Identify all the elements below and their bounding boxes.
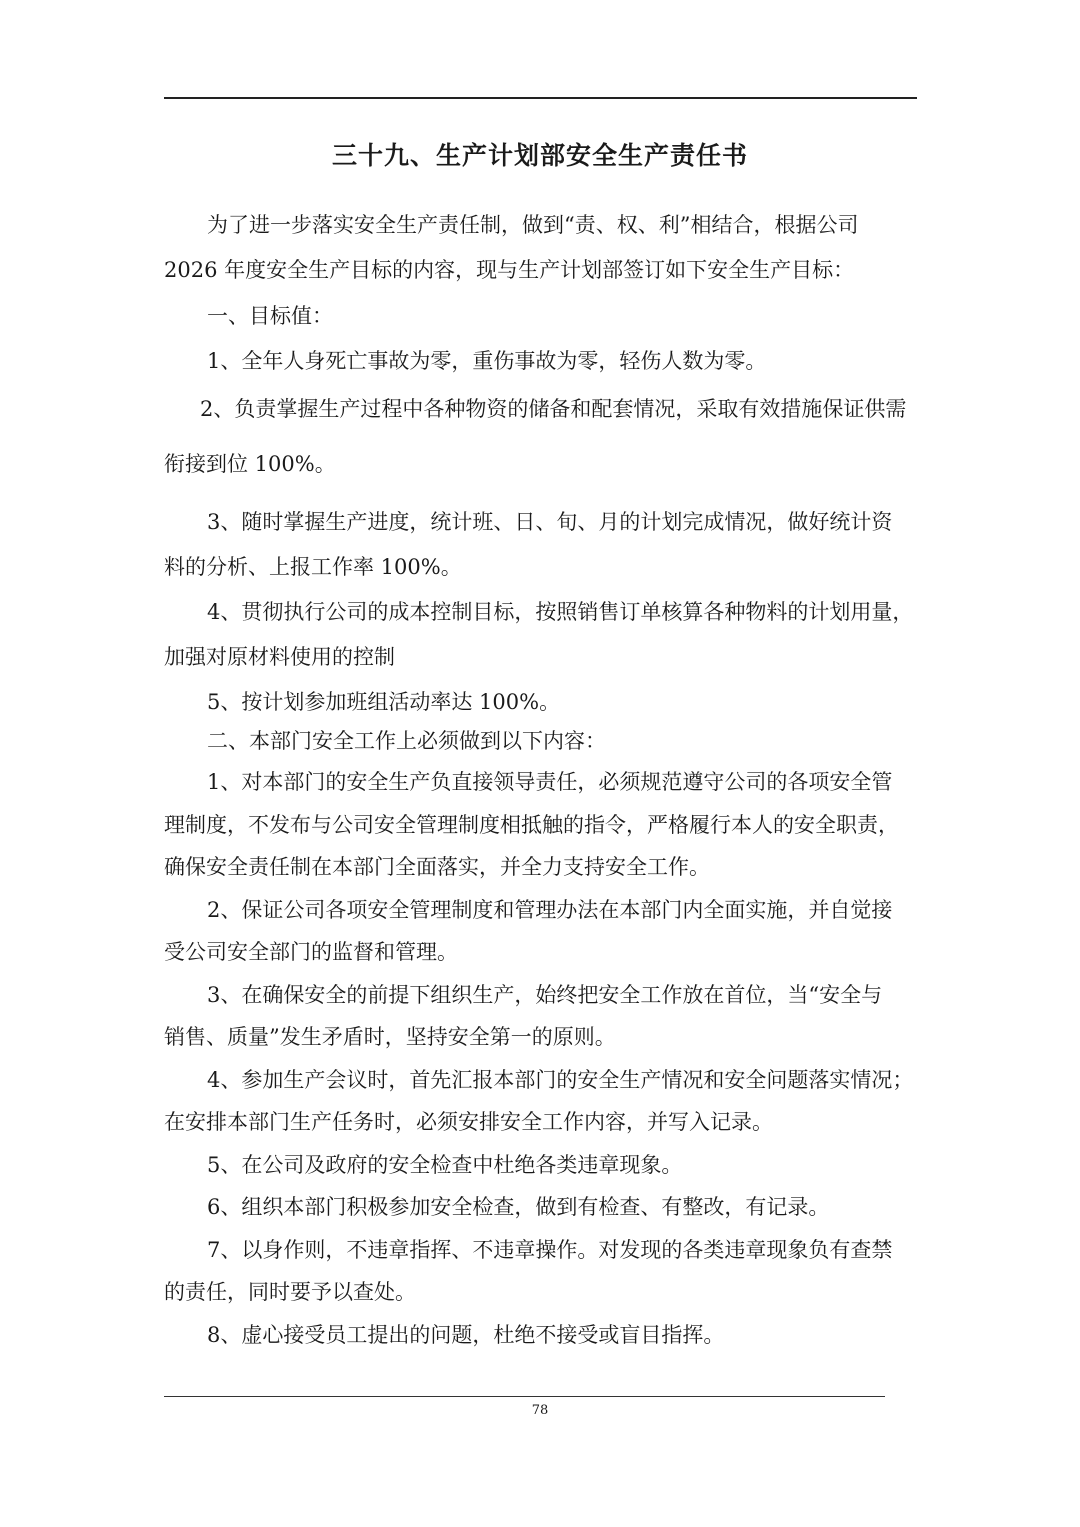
text-line: 的责任，同时要予以查处。 (164, 1280, 416, 1304)
text-line: 4、贯彻执行公司的成本控制目标，按照销售订单核算各种物料的计划用量， (207, 600, 914, 624)
text-line: 加强对原材料使用的控制 (164, 645, 395, 669)
text-line: 4、参加生产会议时，首先汇报本部门的安全生产情况和安全问题落实情况； (207, 1068, 914, 1092)
text-line: 2、保证公司各项安全管理制度和管理办法在本部门内全面实施，并自觉接 (207, 898, 893, 922)
text-line: 销售、质量”发生矛盾时，坚持安全第一的原则。 (164, 1025, 616, 1049)
text-line: 2026 年度安全生产目标的内容，现与生产计划部签订如下安全生产目标： (164, 258, 855, 282)
text-line: 为了进一步落实安全生产责任制，做到“责、权、利”相结合，根据公司 (207, 213, 859, 237)
page-number: 78 (531, 1403, 549, 1418)
document-title: 三十九、生产计划部安全生产责任书 (331, 141, 748, 170)
text-line: 理制度，不发布与公司安全管理制度相抵触的指令，严格履行本人的安全职责， (164, 813, 899, 837)
text-line: 受公司安全部门的监督和管理。 (164, 940, 458, 964)
text-line: 5、在公司及政府的安全检查中杜绝各类违章现象。 (207, 1153, 683, 1177)
text-line: 5、按计划参加班组活动率达 100%。 (207, 690, 561, 714)
text-line: 1、全年人身死亡事故为零，重伤事故为零，轻伤人数为零。 (207, 349, 767, 373)
footer-rule (164, 1396, 885, 1397)
text-line: 在安排本部门生产任务时，必须安排安全工作内容，并写入记录。 (164, 1110, 773, 1134)
text-line: 二、本部门安全工作上必须做到以下内容： (207, 729, 606, 753)
header-rule (164, 97, 917, 99)
text-line: 衔接到位 100%。 (164, 452, 336, 476)
text-line: 7、以身作则，不违章指挥、不违章操作。对发现的各类违章现象负有查禁 (207, 1238, 893, 1262)
text-line: 6、组织本部门积极参加安全检查，做到有检查、有整改，有记录。 (207, 1195, 830, 1219)
text-line: 3、在确保安全的前提下组织生产，始终把安全工作放在首位，当“安全与 (207, 983, 883, 1007)
text-line: 2、负责掌握生产过程中各种物资的储备和配套情况，采取有效措施保证供需 (200, 397, 907, 421)
text-line: 3、随时掌握生产进度，统计班、日、旬、月的计划完成情况，做好统计资 (207, 510, 893, 534)
text-line: 一、目标值： (207, 304, 333, 328)
text-line: 料的分析、上报工作率 100%。 (164, 555, 462, 579)
text-line: 8、虚心接受员工提出的问题，杜绝不接受或盲目指挥。 (207, 1323, 725, 1347)
text-line: 确保安全责任制在本部门全面落实，并全力支持安全工作。 (164, 855, 710, 879)
text-line: 1、对本部门的安全生产负直接领导责任，必须规范遵守公司的各项安全管 (207, 770, 893, 794)
